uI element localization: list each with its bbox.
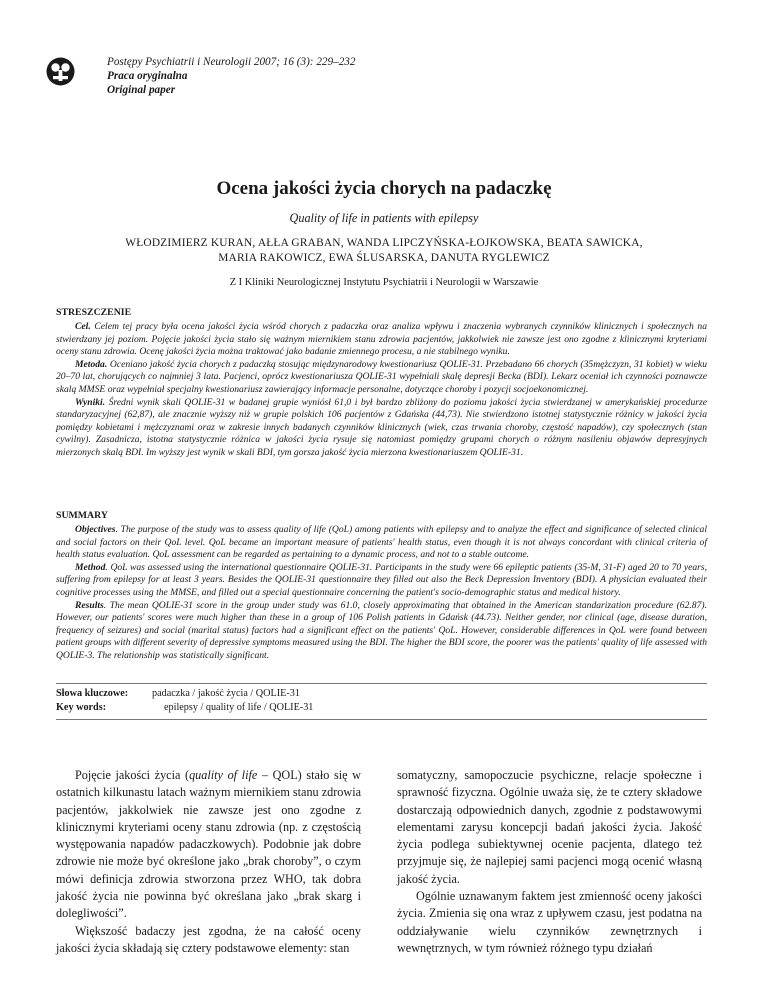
abstract-paragraph: [56, 524, 707, 562]
journal-header: [107, 55, 355, 97]
keywords-pl: [56, 687, 313, 701]
body-paragraph: [56, 767, 361, 923]
section-text: . The purpose of the study was to assess quality of life (QoL) among patients with epilepsy and to analyze the effect and significance of selected clinical and social factors on their QoL level. QoL became an important measure of patients' health status, even though it is not always concordant with clinical criteria of health status evaluation. QoL assessment can be regarded as pertaining to a dynamic process, and not to a stable outcome.: [56, 524, 707, 561]
section-text: Oceniano jakość życia chorych z padaczką stosując międzynarodowy kwestionariusz QOLIE-31. Przebadano 66 chorych (35mężczyzn, 31 kobiet) w wieku 20–70 lat, chorujących co najmniej 3 lata. Pacjenci, oprócz kwestionariusza QOLIE-31 wypełniali skalę depresji Becka (BDI). Lekarz oceniał ich czynności poznawcze skalą MMSE oraz wypełniał specjalny kwestionariusz zawierający informacje personalne, dotyczące choroby i pozycji socjoekonomicznej.: [56, 358, 707, 395]
abstract-paragraph: [56, 562, 707, 600]
keywords-label: Słowa kluczowe:: [56, 688, 129, 699]
keywords-label: Key words:: [56, 701, 107, 713]
journal-citation: Postępy Psychiatrii i Neurologii 2007; 16 (3): 229–232: [107, 56, 356, 68]
section-text: Celem tej pracy była ocena jakości życia wśród chorych z padaczka oraz analiza wpływu i znaczenia wybranych czynników klinicznych i społecznych na stwierdzany jej poziom. Pojęcie jakości życia stało się ważnym miernikiem stanu zdrowia pacjentów, jakkolwiek nie zawsze jest ono zgodne z klinicznymi kryteriami oceny stanu zdrowia. Ocenę jakości życia można traktować jako badanie zmiennego procesu, a nie stabilnego wyniku.: [56, 321, 707, 358]
keywords: [56, 687, 313, 714]
paper-type-en: Original paper: [107, 84, 176, 96]
divider: [56, 719, 707, 720]
section-label: Wyniki.: [75, 396, 106, 408]
section-text: Średni wynik skali QOLIE-31 w badanej grupie wyniósł 61,0 i był bardzo zbliżony do poziomu jakości życia stwierdzanej w amerykańskiej procedurze standaryzacyjnej (62,87), ale znacznie wyższy niż w grupie polskich 106 pacjentów z Gdańska (44,73). Nie stwierdzono istotnej statystycznie różnicy w jakości życia pomiędzy kobietami i mężczyznami oraz w zakresie innych badanych czynników klinicznych (wiek, czas trwania choroby, częstość napadów), czy społecznych (stan cywilny). Zasadnicza, istotna statystycznie różnica w jakości życia rysuje się natomiast pomiędzy grupami chorych o różnym nasileniu objawów depresyjnych mierzonych skalą BDI. Im wyższy jest wynik w skali BDI, tym gorsza jakość życia mierzona kwestionariuszem QOLIE-31.: [56, 396, 707, 458]
affiliation: Z I Kliniki Neurologicznej Instytutu Psychiatrii i Neurologii w Warszawie: [229, 277, 539, 288]
keywords-value: padaczka / jakość życia / QOLIE-31: [152, 688, 300, 699]
section-label: Method: [75, 561, 106, 573]
article-subtitle: Quality of life in patients with epilepsy: [289, 211, 479, 225]
keywords-value: epilepsy / quality of life / QOLIE-31: [164, 701, 314, 713]
body-text: – QOL) stało się w ostatnich kilkunastu latach ważnym miernikiem stanu zdrowia pacjentów, jakkolwiek nie zawsze jest ono zgodne z klinicznymi kryteriami oceny stanu zdrowia (np. z częstością występowania napadów padaczkowych). Podobnie jak dobre zdrowie nie może być określone jako „brak choroby”, o czym mówi definicja zdrowia stworzona przez WHO, tak dobra jakość życia nie powinna być określana jako „brak skarg i dolegliwości”.: [56, 768, 361, 921]
section-label: Results: [75, 599, 104, 611]
authors-line: WŁODZIMIERZ KURAN, AŁŁA GRABAN, WANDA LIPCZYŃSKA-ŁOJKOWSKA, BEATA SAWICKA,: [125, 237, 643, 249]
divider: [56, 683, 707, 684]
body-paragraph: somatyczny, samopoczucie psychiczne, relacje społeczne i sprawność fizyczna. Ogólnie uważa się, że te cztery składowe dostarczają odpowiednich danych, zgodnie z podstawowymi elementami zarysu koncepcji badań jakości życia. Jakość życia podlega subiektywnej ocenie pacjenta, dlatego też przyjmuje się, że najlepiej sami pacjenci mogą ocenić własną jakość życia.: [397, 768, 702, 886]
body-column-left: [56, 767, 361, 957]
section-label: Metoda.: [75, 358, 108, 370]
abstract-paragraph: [56, 321, 707, 359]
body-text: Pojęcie jakości życia (: [75, 768, 190, 782]
abstract-paragraph: [56, 359, 707, 397]
section-label: Cel.: [75, 321, 91, 332]
body-paragraph: Ogólnie uznawanym faktem jest zmienność oceny jakości życia. Zmienia się ona wraz z upływem czasu, jest podatna na oddziaływanie wielu czynników zewnętrznych i wewnętrznych, w tym również różnego typu działań: [397, 889, 702, 955]
journal-logo-icon: [46, 57, 75, 86]
summary-heading: SUMMARY: [56, 510, 108, 521]
authors: [60, 236, 708, 266]
streszczenie-abstract: [56, 321, 707, 460]
section-text: . The mean QOLIE-31 score in the group under study was 61.0, closely approximating that obtained in the American standarization procedure (62.87). However, our patients' scores were much higher than these in a group of 106 Polish patients in Gdańsk (44.73). Neither gender, nor clinical (age, disease duration, frequency of seizures) and social (marital status) factors had a significant effect on the patients' QoL. However, considerable differences in QoL were found between patient groups with different severity of depressive symptoms measured using the BDI. The higher the BDI score, the poorer was the patients' quality of life assessed with QOLIE-3. The relationship was statistically significant.: [56, 599, 707, 661]
section-text: . QoL was assessed using the international questionnaire QOLIE-31. Participants in the study were 66 epileptic patients (35-M, 31-F) aged 20 to 70 years, suffering from epilepsy for at least 3 years. Besides the QOLIE-31 questionnaire they filled out also the Beck Depression Inventory (BDI). A physician evaluated their cognitive processes using the MMSE, and filled out a special questionnaire concerning the patient's socio-demographic status and medical history.: [56, 561, 707, 598]
authors-line: MARIA RAKOWICZ, EWA ŚLUSARSKA, DANUTA RYGLEWICZ: [218, 252, 550, 264]
summary-abstract: [56, 524, 707, 663]
article-title: Ocena jakości życia chorych na padaczkę: [216, 178, 552, 199]
body-paragraph: Większość badaczy jest zgodna, że na całość oceny jakości życia składają się cztery podstawowe elementy: stan: [56, 923, 361, 955]
body-column-right: [397, 767, 702, 957]
body-text-italic: quality of life: [189, 768, 258, 782]
abstract-paragraph: [56, 397, 707, 460]
streszczenie-heading: STRESZCZENIE: [56, 307, 132, 318]
paper-type-pl: Praca oryginalna: [107, 70, 188, 82]
section-label: Objectives: [75, 524, 116, 535]
abstract-paragraph: [56, 600, 707, 663]
keywords-en: [56, 701, 313, 715]
